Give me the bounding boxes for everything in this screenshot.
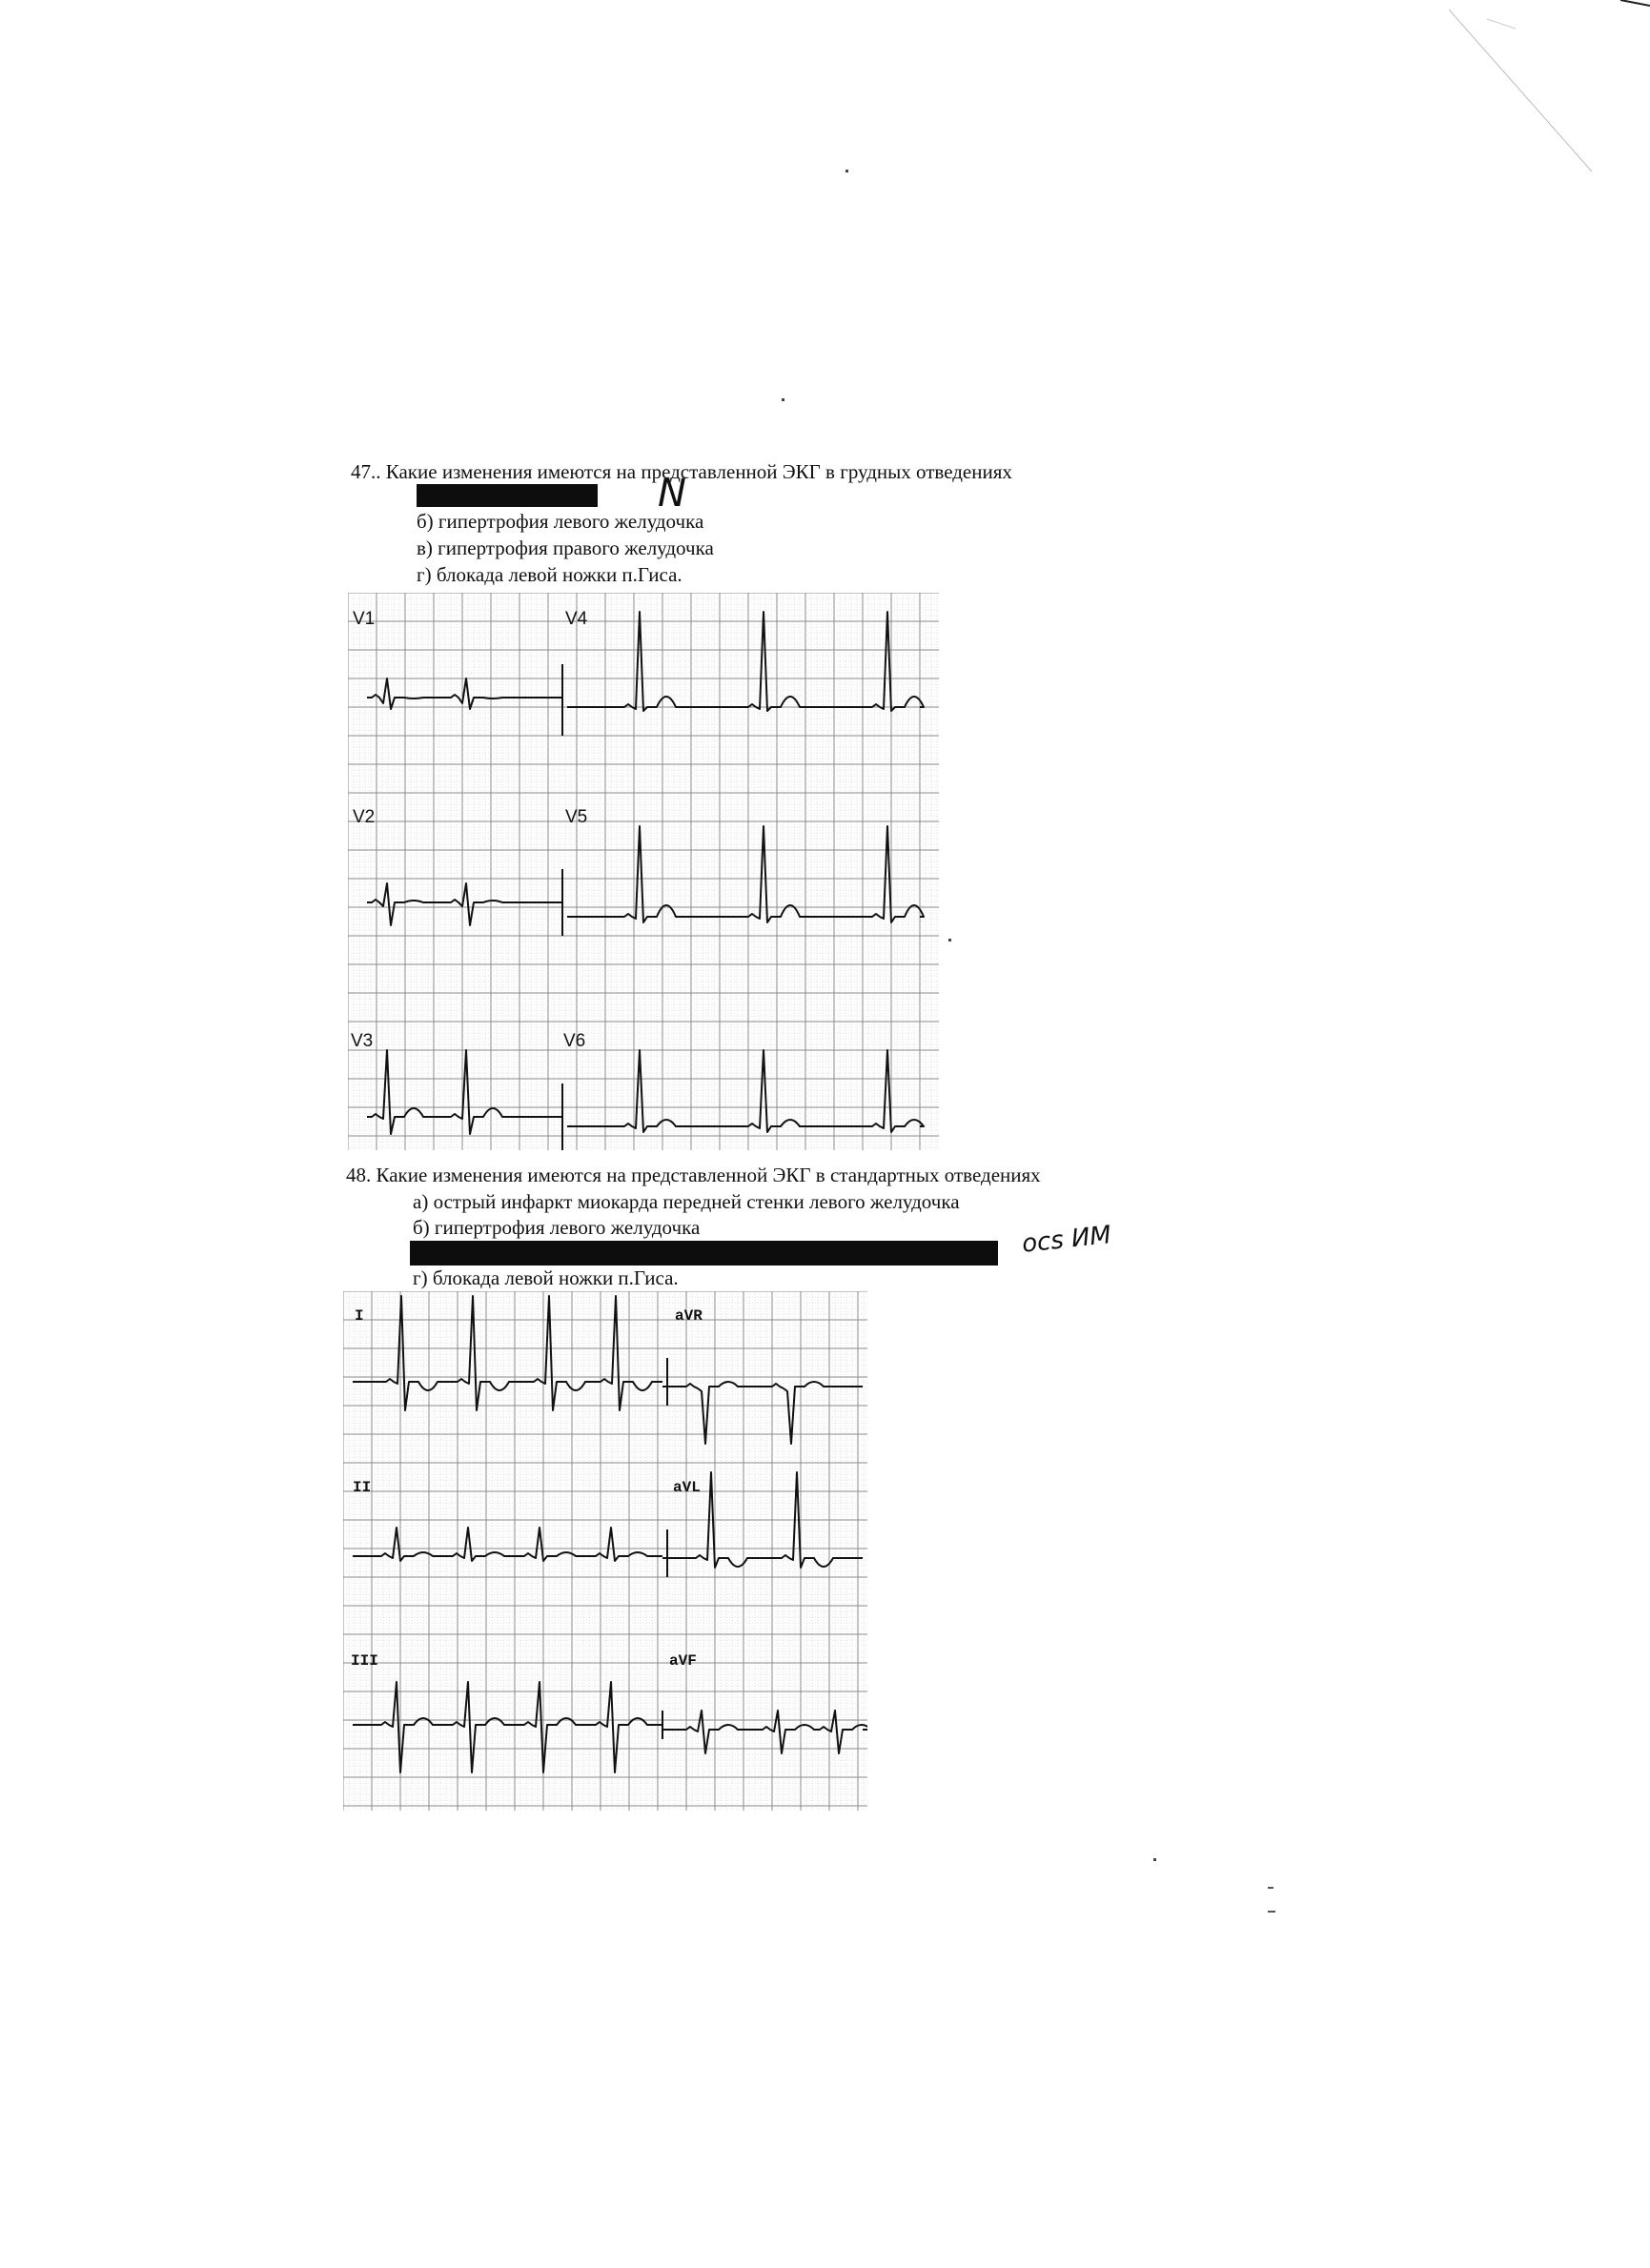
ecg-chest-leads [348,593,939,1150]
speck [1268,1887,1273,1889]
option-b: б) гипертрофия левого желудочка [417,510,704,533]
lead-label-v2: V2 [353,807,376,827]
ecg-trace [367,1050,562,1134]
speck [948,939,951,942]
ecg-trace [353,1682,662,1772]
lead-label-v3: V3 [351,1031,374,1051]
question-47-title: 47.. Какие изменения имеются на представленной ЭКГ в грудных отведениях [351,460,1012,483]
ecg-trace [367,883,562,925]
question-48-title: 48. Какие изменения имеются на представленной ЭКГ в стандартных отведениях [346,1164,1041,1186]
lead-label-iii: III [351,1652,378,1670]
lead-label-v4: V4 [565,609,588,629]
ecg-trace [662,1711,867,1753]
ecg-trace [367,678,562,709]
redacted-answer-c [410,1241,998,1266]
speck [1153,1858,1156,1861]
lead-label-i: I [355,1307,364,1325]
lead-label-v1: V1 [353,609,376,629]
speck [845,170,848,172]
speck [1268,1911,1275,1913]
ecg-trace [353,1296,662,1410]
lead-label-v6: V6 [563,1031,586,1051]
ecg-trace [567,826,924,922]
ecg-standard-leads [343,1291,867,1811]
option-c: в) гипертрофия правого желудочка [417,537,714,559]
redacted-answer-a [417,484,598,507]
handwritten-mark: N [658,472,686,516]
lead-label-avf: aVF [669,1652,697,1670]
scan-artifact [1430,0,1650,191]
lead-label-ii: II [353,1479,372,1496]
ecg-trace [353,1528,662,1561]
option-a: а) острый инфаркт миокарда передней стенки левого желудочка [413,1190,960,1213]
option-d: г) блокада левой ножки п.Гиса. [413,1266,679,1289]
option-d: г) блокада левой ножки п.Гиса. [417,563,682,586]
lead-label-avr: aVR [675,1307,703,1325]
speck [782,398,784,401]
handwritten-note: ocs ИМ [1020,1221,1113,1259]
option-b: б) гипертрофия левого желудочка [413,1216,701,1239]
lead-label-v5: V5 [565,807,588,827]
ecg-trace [567,1050,924,1132]
lead-label-avl: aVL [673,1479,701,1496]
